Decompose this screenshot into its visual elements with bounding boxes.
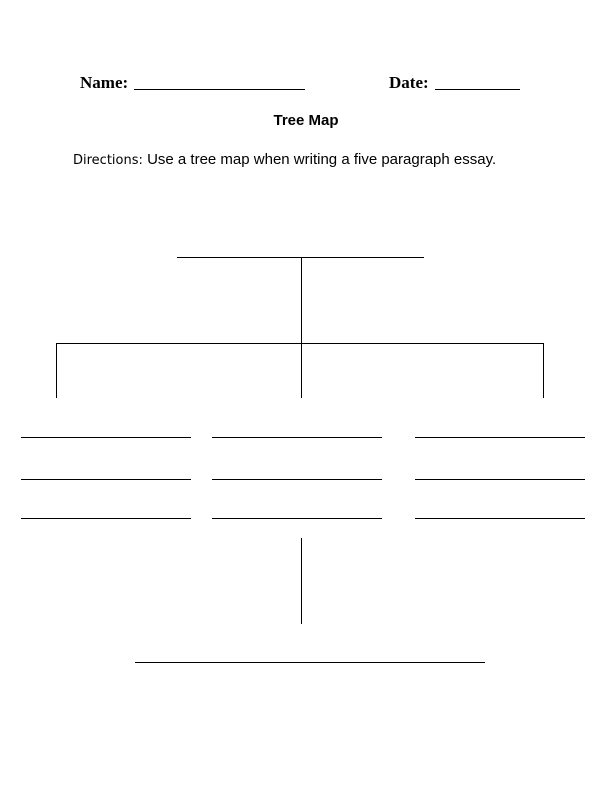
directions-text: Use a tree map when writing a five paragraph essay. — [147, 151, 497, 168]
answer-line[interactable] — [21, 437, 191, 438]
conclusion-line[interactable] — [135, 662, 485, 663]
answer-line[interactable] — [415, 437, 585, 438]
name-label: Name: — [80, 73, 129, 92]
answer-line[interactable] — [415, 518, 585, 519]
branch-crossbar — [56, 343, 544, 344]
date-label: Date: — [389, 73, 429, 92]
date-field[interactable] — [435, 89, 520, 90]
branch-middle-connector — [301, 343, 302, 398]
answer-line[interactable] — [212, 479, 382, 480]
answer-line[interactable] — [415, 479, 585, 480]
answer-line[interactable] — [21, 479, 191, 480]
conclusion-connector — [301, 538, 302, 624]
page-title: Tree Map — [273, 112, 339, 129]
branch-left-connector — [56, 343, 57, 398]
directions-label: Directions: — [73, 153, 143, 168]
directions — [74, 146, 514, 174]
answer-line[interactable] — [212, 518, 382, 519]
answer-line[interactable] — [212, 437, 382, 438]
branch-right-connector — [543, 343, 544, 398]
trunk-connector — [301, 258, 302, 343]
name-field[interactable] — [134, 89, 305, 90]
answer-line[interactable] — [21, 518, 191, 519]
